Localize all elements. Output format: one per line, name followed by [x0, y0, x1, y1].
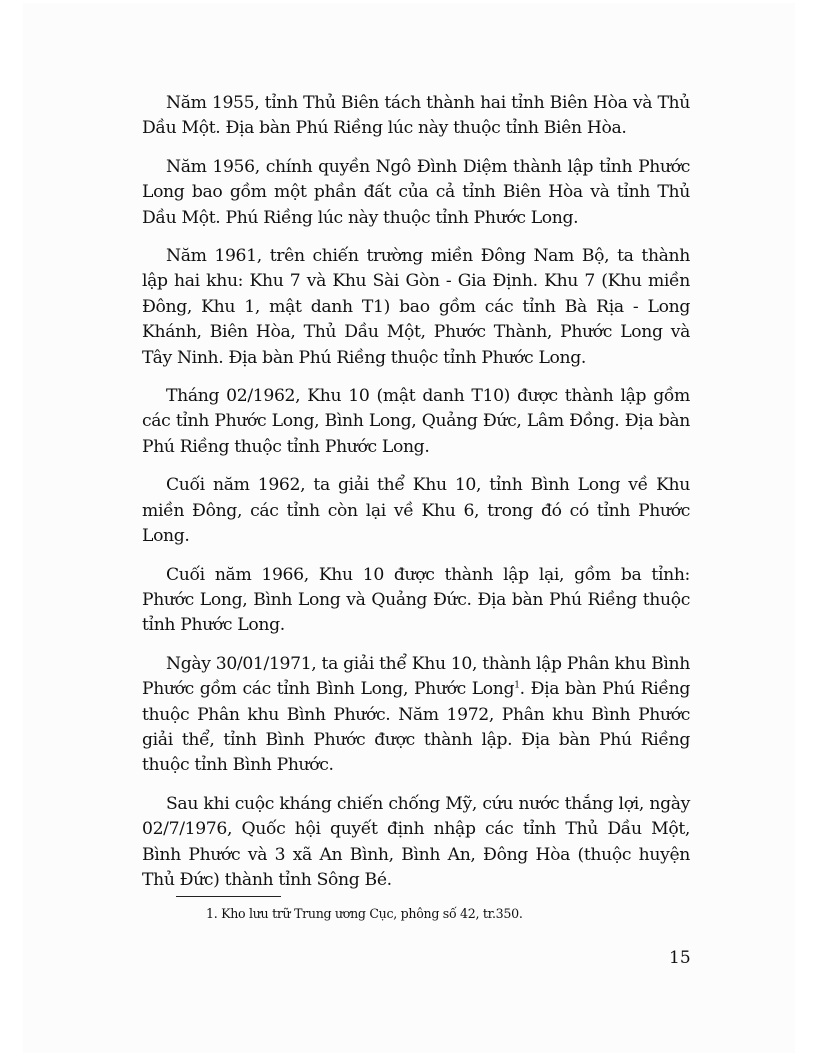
footnote: 1. Kho lưu trữ Trung ương Cục, phông số 42, tr.350. [206, 906, 523, 921]
paragraph-1971-text: Ngày 30/01/1971, ta giải thể Khu 10, thành lập Phân khu Bình Phước gồm các tỉnh Bình Long, Phước Long [142, 653, 690, 700]
footnote-reference[interactable]: 1 [514, 680, 520, 691]
paragraph-1962-end: Cuối năm 1962, ta giải thể Khu 10, tỉnh Bình Long về Khu miền Đông, các tỉnh còn lại về Khu 6, trong đó có tỉnh Phước Long. [142, 475, 690, 547]
scanned-page [23, 3, 795, 1053]
paragraph-1971 [142, 652, 690, 779]
paragraph-1962-feb: Tháng 02/1962, Khu 10 (mật danh T10) được thành lập gồm các tỉnh Phước Long, Bình Long, Quảng Đức, Lâm Đồng. Địa bàn Phú Riềng thuộc tỉnh Phước Long. [142, 386, 690, 457]
body-text [142, 91, 690, 906]
paragraph-1971-text-cont: . Địa bàn Phú Riềng thuộc Phân khu Bình Phước. Năm 1972, Phân khu Bình Phước giải thể, tỉnh Bình Phước được thành lập. Địa bàn Phú Riềng thuộc tỉnh Bình Phước. [142, 679, 691, 776]
footnote-divider [176, 896, 281, 897]
paragraph-1955: Năm 1955, tỉnh Thủ Biên tách thành hai tỉnh Biên Hòa và Thủ Dầu Một. Địa bàn Phú Riềng lúc này thuộc tỉnh Biên Hòa. [142, 93, 690, 139]
paragraph-1976: Sau khi cuộc kháng chiến chống Mỹ, cứu nước thắng lợi, ngày 02/7/1976, Quốc hội quyết định nhập các tỉnh Thủ Dầu Một, Bình Phước và 3 xã An Bình, Bình An, Đông Hòa (thuộc huyện Thủ Đức) thành tỉnh Sông Bé. [142, 793, 690, 890]
page-number: 15 [669, 948, 691, 968]
paragraph-1956: Năm 1956, chính quyền Ngô Đình Diệm thành lập tỉnh Phước Long bao gồm một phần đất của cả tỉnh Biên Hòa và tỉnh Thủ Dầu Một. Phú Riềng lúc này thuộc tỉnh Phước Long. [142, 156, 690, 228]
paragraph-1966: Cuối năm 1966, Khu 10 được thành lập lại, gồm ba tỉnh: Phước Long, Bình Long và Quảng Đức. Địa bàn Phú Riềng thuộc tỉnh Phước Long. [142, 564, 690, 636]
paragraph-1961: Năm 1961, trên chiến trường miền Đông Nam Bộ, ta thành lập hai khu: Khu 7 và Khu Sài Gòn - Gia Định. Khu 7 (Khu miền Đông, Khu 1, mật danh T1) bao gồm các tỉnh Bà Rịa - Long Khánh, Biên Hòa, Thủ Dầu Một, Phước Thành, Phước Long và Tây Ninh. Địa bàn Phú Riềng thuộc tỉnh Phước Long. [142, 246, 690, 368]
